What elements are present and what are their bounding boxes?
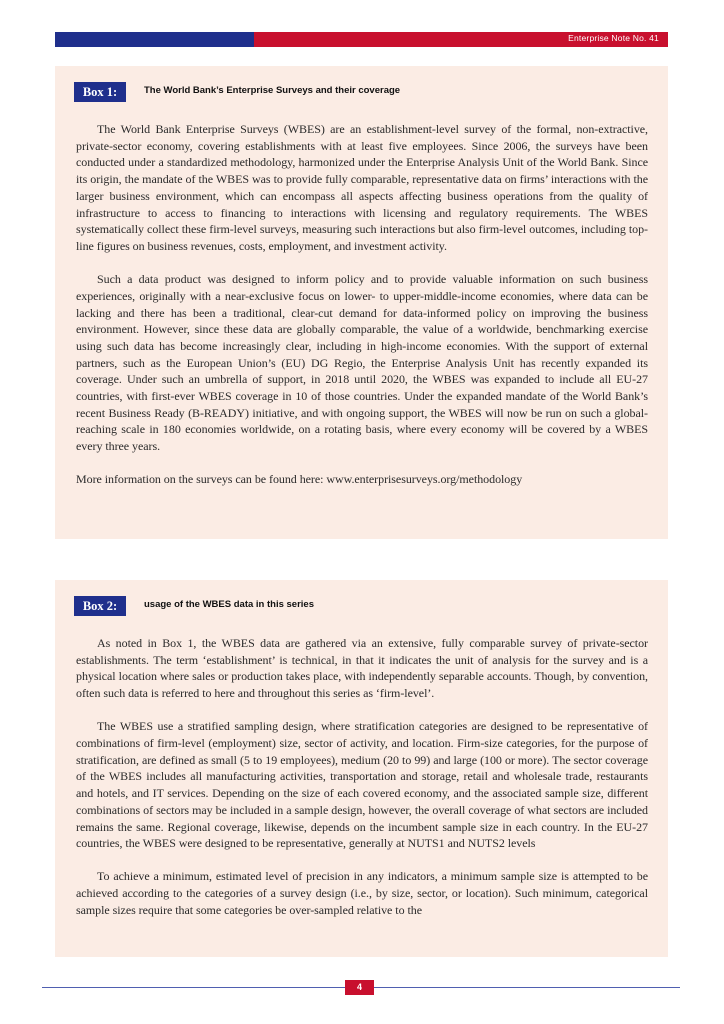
box-2-paragraph-2: The WBES use a stratified sampling design, where stratification categories are designed to be representative of combinations of firm-level (employment) size, sector of activity, and location. Firm-size categories, for the purpose of stratification, are defined as small (5 to 19 employees), medium (20 to 99) and large (100 or more). The sector coverage of the WBES includes all manufacturing activities, transportation and storage, retail and wholesale trade, restaurants and hotels, and IT services. Depending on the size of each covered economy, and the associated sample size, different combinations of sectors may be included in a sample design, however, the overall coverage of what sectors are included remains the same. Regional coverage, likewise, depends on the incumbent sample size in each country. In the EU-27 countries, the WBES were designed to be representative, generally at NUTS1 and NUTS2 levels	[76, 719, 648, 851]
box-2-tag: Box 2:	[74, 596, 126, 616]
header-red-segment	[254, 32, 668, 47]
page-number: 4	[345, 980, 374, 995]
header-bar	[55, 32, 668, 47]
enterprise-note-label: Enterprise Note No. 41	[568, 33, 659, 43]
box-1-title: The World Bank’s Enterprise Surveys and their coverage	[144, 85, 401, 96]
box-1-paragraph-2: Such a data product was designed to inform policy and to provide valuable information on such business experiences, originally with a near-exclusive focus on lower- to upper-middle-income economies, where data can be lacking and there has been a traditional, clear-cut demand for data-informed policy on improving the business environment. However, since these data are globally comparable, the value of a worldwide, benchmarking exercise using such data has become increasingly clear, including in high-income economies. With the support of external partners, such as the European Union’s (EU) DG Regio, the Enterprise Analysis Unit has recently expanded its coverage. Under such an umbrella of support, in 2018 until 2020, the WBES was expanded to include all EU-27 countries, with first-ever WBES coverage in 10 of those countries. Under the expanded mandate of the World Bank’s recent Business Ready (B-READY) initiative, and with ongoing support, the WBES will now be run on such a global-reaching scale in 180 economies worldwide, on a rotating basis, where every economy will be covered by a WBES every three years.	[76, 272, 648, 454]
box-1-more-info: More information on the surveys can be found here: www.enterprisesurveys.org/methodology	[76, 472, 523, 487]
box-1	[55, 66, 668, 539]
box-2-heading	[76, 596, 648, 618]
header-blue-segment	[55, 32, 254, 47]
box-2-paragraph-3: To achieve a minimum, estimated level of precision in any indicators, a minimum sample size is attempted to be achieved according to the categories of a survey design (i.e., by size, sector, or location). Such minimum, categorical sample sizes require that some categories be over-sampled relative to the	[76, 869, 648, 917]
box-2-paragraph-1: As noted in Box 1, the WBES data are gathered via an extensive, fully comparable survey of private-sector establishments. The term ‘establishment’ is technical, in that it indicates the unit of analysis for the survey and is a physical location where sales or production takes place, with independently separable accounts. Though, by convention, often such data is referred to here and throughout this series as ‘firm-level’.	[76, 636, 648, 701]
box-1-paragraph-1: The World Bank Enterprise Surveys (WBES) are an establishment-level survey of the formal, non-extractive, private-sector economy, covering establishments with at least five employees. Since 2006, the surveys have been conducted under a standardized methodology, harmonized under the Enterprise Analysis Unit of the World Bank. Since its origin, the mandate of the WBES was to provide fully comparable, representative data on firms’ interactions with the larger business environment, which can encompass all aspects affecting business operations from the quality of infrastructure to access to financing to interactions with licensing and regulatory requirements. The WBES systematically collect these firm-level surveys, measuring such interactions but also firm-level outcomes, including top-line figures on business revenues, costs, employment, and investment activity.	[76, 122, 648, 253]
box-1-tag: Box 1:	[74, 82, 126, 102]
box-1-heading	[76, 82, 648, 104]
box-2-title: usage of the WBES data in this series	[144, 599, 314, 610]
box-2	[55, 580, 668, 957]
